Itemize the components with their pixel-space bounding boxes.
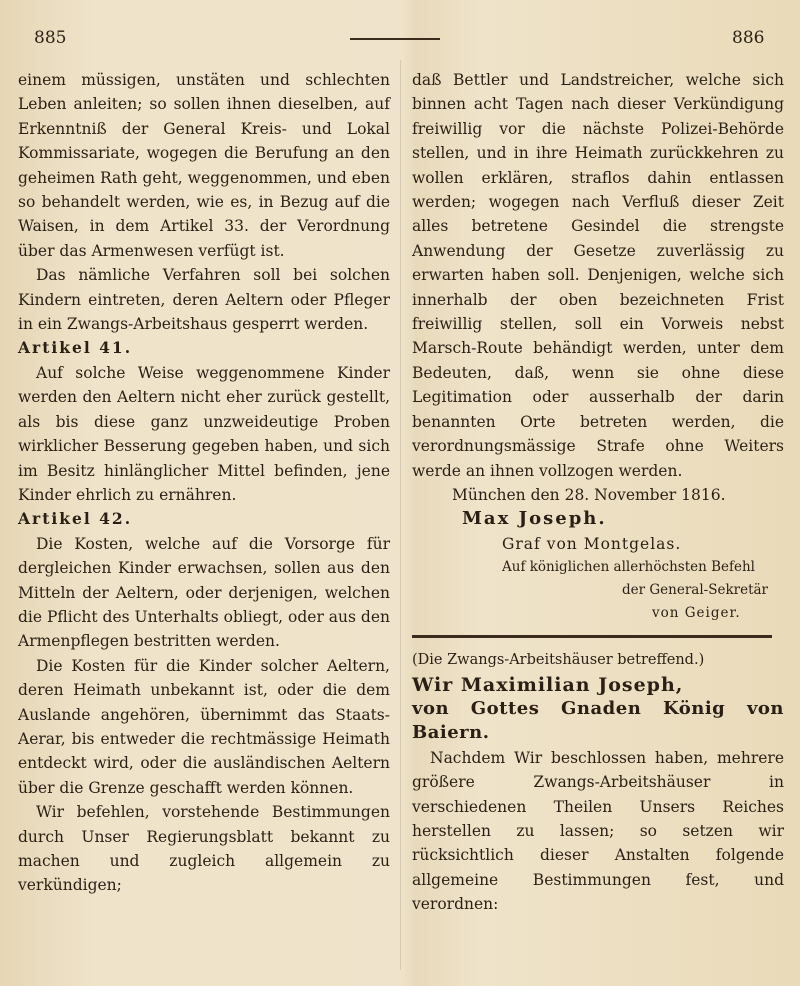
- secretary-line: der General-Sekretär: [622, 582, 769, 599]
- signature-king: Max Joseph.: [462, 508, 607, 530]
- paragraph-same-procedure: Das nämliche Verfahren soll bei solchen Kindern eintreten, deren Aeltern oder Pfleger in ein Zwangs-Arbeitshaus gesperrt werden.: [18, 266, 390, 334]
- intro-paragraph: einem müssigen, unstäten und schlechten Leben anleiten; so sollen ihnen dieselben, auf Erkenntniß der General Kreis- und Lokal Kommissariate, wogegen die Berufung an den geheimen Rath geht, weggenommen, und eben so behandelt werden, wie es, in Bezug auf die Waisen, in dem Artikel 33. der Verordnung über das Armenwesen verfügt ist.: [18, 71, 390, 260]
- closing-paragraph: Wir befehlen, vorstehende Bestimmungen durch Unser Regierungsblatt bekannt zu machen und zugleich allgemein zu verkündigen;: [18, 803, 390, 895]
- left-column: [18, 68, 390, 898]
- section-rule: [412, 635, 772, 638]
- page-number-left: 885: [34, 28, 67, 48]
- article-41-text: Auf solche Weise weggenommene Kinder werden den Aeltern nicht eher zurück gestellt, als bis diese ganz unzweideutige Proben wirklicher Besserung gegeben haben, und sich im Besitz hinlänglicher Mittel befinden, jene Kinder ehrlich zu ernähren.: [18, 363, 390, 504]
- article-42-text-2: Die Kosten für die Kinder solcher Aeltern, deren Heimath unbekannt ist, oder die dem Auslande angehören, übernimmt das Staats-Aerar, bis entweder die rechtmässige Heimath entdeckt wird, oder die ausländischen Aeltern über die Grenze geschafft werden können.: [18, 656, 390, 797]
- order-line: Auf königlichen allerhöchsten Befehl: [502, 559, 755, 576]
- section-title-line-2: von Gottes Gnaden König von Baiern.: [412, 697, 784, 744]
- signature-minister: Graf von Montgelas.: [502, 534, 682, 553]
- article-42-text-1: Die Kosten, welche auf die Vorsorge für dergleichen Kinder erwachsen, sollen aus den Mitteln der Aeltern, oder derjenigen, welchen die Pflicht des Unterhalts obliegt, oder aus den Armenpflegen bestritten werden.: [18, 534, 390, 651]
- header-rule: [350, 38, 440, 40]
- place-date: München den 28. November 1816.: [452, 485, 726, 504]
- continuation-paragraph: daß Bettler und Landstreicher, welche sich binnen acht Tagen nach dieser Verkündigung freiwillig vor die nächste Polizei-Behörde stellen, und in ihre Heimath zurückkehren zu wollen erklären, straflos dahin entlassen werden; wogegen nach Verfluß dieser Zeit alles betretene Gesindel die strengste Anwendung der Gesetze zuverlässig zu erwarten haben soll. Denjenigen, welche sich innerhalb der oben bezeichneten Frist freiwillig stellen, soll ein Vorweis nebst Marsch-Route behändigt werden, unter dem Bedeuten, daß, wenn sie ohne diese Legitimation oder ausserhalb der darin benannten Orte betreten werden, die verordnungsmässige Strafe ohne Weiters werde an ihnen vollzogen werden.: [412, 71, 784, 480]
- article-41-heading: Artikel 41.: [18, 338, 133, 358]
- article-42-heading: Artikel 42.: [18, 509, 133, 529]
- section-subtitle: (Die Zwangs-Arbeitshäuser betreffend.): [412, 652, 705, 669]
- secretary-name: von Geiger.: [652, 605, 741, 622]
- right-column: [412, 68, 784, 917]
- page-number-right: 886: [732, 28, 765, 48]
- section-title-line-1: Wir Maximilian Joseph,: [412, 673, 684, 696]
- page-gutter: [400, 60, 401, 970]
- section-text: Nachdem Wir beschlossen haben, mehrere größere Zwangs-Arbeitshäuser in verschiedenen Theilen Unsers Reiches herstellen zu lassen; so setzen wir rücksichtlich dieser Anstalten folgende allgemeine Bestimmungen fest, und verordnen:: [412, 748, 784, 914]
